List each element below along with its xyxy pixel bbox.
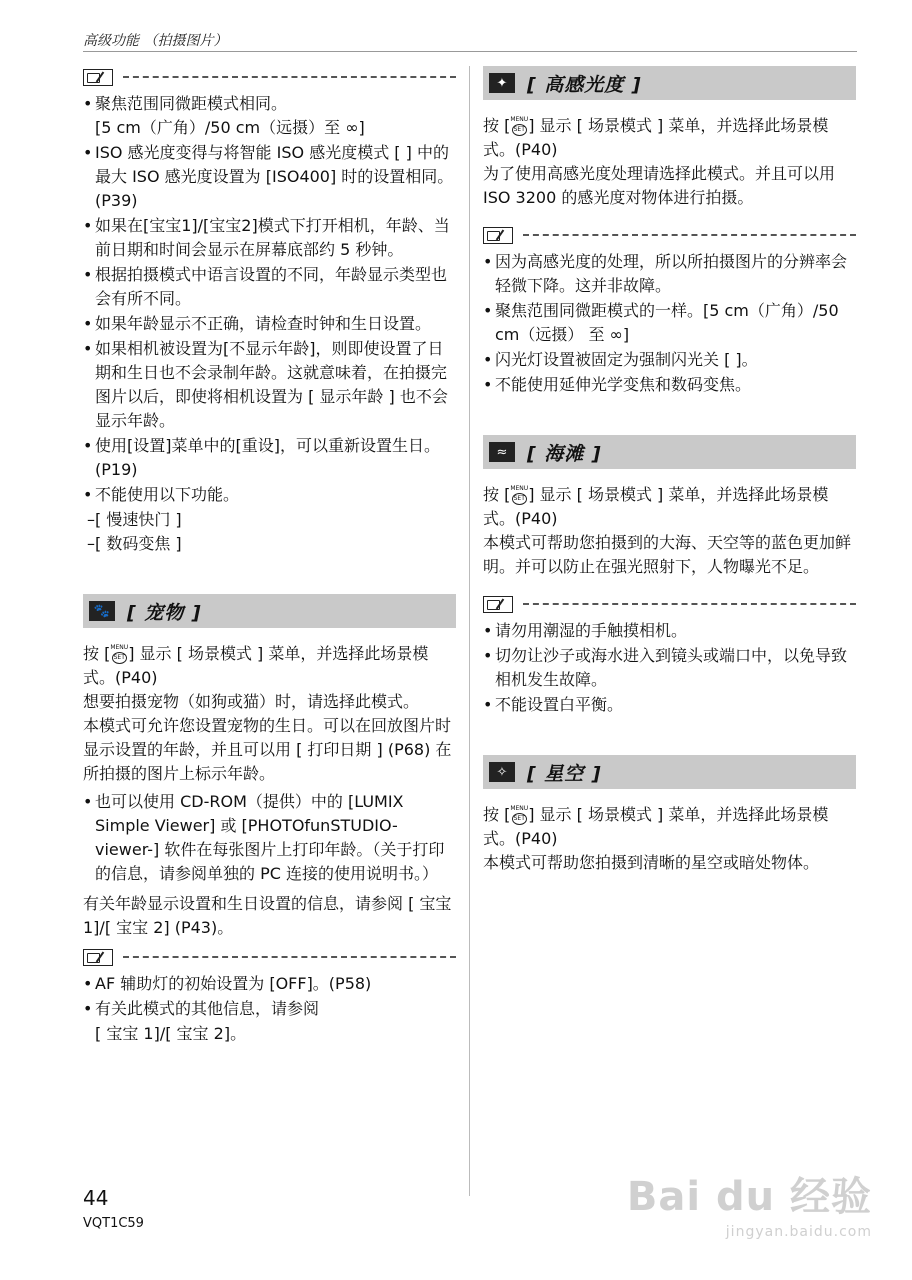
note-header <box>483 593 856 615</box>
list-item: • 因为高感光度的处理，所以所拍摄图片的分辨率会轻微下降。这并非故障。 <box>483 250 856 298</box>
disabled-feature: –[ 数码变焦 ] <box>87 534 182 553</box>
paragraph: 本模式可帮助您拍摄到清晰的星空或暗处物体。 <box>483 853 820 872</box>
paragraph: 有关年龄显示设置和生日设置的信息，请参阅 [ 宝宝 1]/[ 宝宝 2] (P43)。 <box>83 894 452 937</box>
document-code: VQT1C59 <box>83 1216 144 1231</box>
high-sensitivity-section <box>483 114 856 210</box>
disabled-feature: –[ 慢速快门 ] <box>87 510 182 529</box>
paragraph: 想要拍摄宠物（如狗或猫）时，请选择此模式。 <box>83 692 420 711</box>
note-header <box>483 224 856 246</box>
focus-range: [5 cm（广角）/50 cm（远摄）至 ∞] <box>95 118 365 137</box>
section-bar-beach <box>483 435 856 469</box>
list-item: • 根据拍摄模式中语言设置的不同，年龄显示类型也会有所不同。 <box>83 263 456 311</box>
list-item: • 有关此模式的其他信息，请参阅 <box>83 997 456 1021</box>
starry-sky-section <box>483 803 856 875</box>
watermark-url: jingyan.baidu.com <box>725 1224 872 1240</box>
paragraph: 为了使用高感光度处理请选择此模式。并且可以用 ISO 3200 的感光度对物体进行拍摄。 <box>483 164 836 207</box>
list-item: • 如果年龄显示不正确，请检查时钟和生日设置。 <box>83 312 456 336</box>
list-item: • AF 辅助灯的初始设置为 [OFF]。(P58) <box>83 972 456 996</box>
section-bar-high-sensitivity <box>483 66 856 100</box>
press-instruction: 按 [MENU SET ] 显示 [ 场景模式 ] 菜单，并选择此场景模式。(P40) <box>483 116 829 159</box>
list-item: • 聚焦范围同微距模式相同。 [5 cm（广角）/50 cm（远摄）至 ∞] <box>83 92 456 140</box>
pet-icon: 🐾 <box>89 601 115 621</box>
press-instruction: 按 [MENU SET ] 显示 [ 场景模式 ] 菜单，并选择此场景模式。(P40) <box>483 805 829 848</box>
note-pencil-icon <box>483 596 513 613</box>
right-column <box>483 66 856 875</box>
menu-set-button-icon: MENU SET <box>510 117 528 136</box>
section-title: [ 宠物 ] <box>127 601 202 624</box>
note-header <box>83 66 456 88</box>
paragraph: 本模式可允许您设置宠物的生日。可以在回放图片时显示设置的年龄，并且可以用 [ 打印日期 ] (P68) 在所拍摄的图片上标示年龄。 <box>83 716 452 783</box>
note-list <box>483 250 856 397</box>
paragraph: 本模式可帮助您拍摄到的大海、天空等的蓝色更加鲜明。并可以防止在强光照射下，人物曝光不足。 <box>483 533 852 576</box>
press-instruction: 按 [MENU SET ] 显示 [ 场景模式 ] 菜单，并选择此场景模式。(P40) <box>483 485 829 528</box>
note-header <box>83 946 456 968</box>
note-divider <box>523 603 856 605</box>
note-sub: [ 宝宝 1]/[ 宝宝 2]。 <box>95 1024 247 1043</box>
note-list <box>83 92 456 507</box>
note-pencil-icon <box>483 227 513 244</box>
high-sensitivity-icon: ✦ <box>489 73 515 93</box>
page-header: 高级功能 （拍摄图片） <box>83 33 228 49</box>
bullet-list <box>83 790 456 886</box>
beach-icon: ≈ <box>489 442 515 462</box>
list-item: • ISO 感光度变得与将智能 ISO 感光度模式 [ ] 中的最大 ISO 感光度设置为 [ISO400] 时的设置相同。(P39) <box>83 141 456 213</box>
page-number: 44 <box>83 1186 109 1210</box>
list-item: • 请勿用潮湿的手触摸相机。 <box>483 619 856 643</box>
menu-set-button-icon: MENU SET <box>510 806 528 825</box>
note-pencil-icon <box>83 949 113 966</box>
list-item: • 不能设置白平衡。 <box>483 693 856 717</box>
note-divider <box>123 76 456 78</box>
list-item: • 不能使用以下功能。 <box>83 483 456 507</box>
list-item: • 如果在[宝宝1]/[宝宝2]模式下打开相机，年龄、当前日期和时间会显示在屏幕底部约 5 秒钟。 <box>83 214 456 262</box>
column-divider <box>469 66 470 1196</box>
list-item: • 切勿让沙子或海水进入到镜头或端口中，以免导致相机发生故障。 <box>483 644 856 692</box>
pet-section <box>83 642 456 940</box>
section-title: [ 星空 ] <box>527 762 602 785</box>
starry-sky-icon: ✧ <box>489 762 515 782</box>
left-column <box>83 66 456 1046</box>
note-list <box>83 972 456 1021</box>
menu-set-button-icon: MENU SET <box>110 645 128 664</box>
note-divider <box>123 956 456 958</box>
list-item: • 不能使用延伸光学变焦和数码变焦。 <box>483 373 856 397</box>
note-pencil-icon <box>83 69 113 86</box>
watermark-logo: Bai du 经验 <box>626 1174 872 1220</box>
section-bar-pet <box>83 594 456 628</box>
list-item: • 闪光灯设置被固定为强制闪光关 [ ]。 <box>483 348 856 372</box>
menu-set-button-icon: MENU SET <box>510 486 528 505</box>
note-list <box>483 619 856 717</box>
list-item: • 使用[设置]菜单中的[重设]，可以重新设置生日。(P19) <box>83 434 456 482</box>
section-title: [ 海滩 ] <box>527 442 602 465</box>
beach-section <box>483 483 856 579</box>
press-instruction: 按 [MENU SET ] 显示 [ 场景模式 ] 菜单，并选择此场景模式。(P40) <box>83 644 429 687</box>
baidu-watermark <box>627 1165 872 1240</box>
note-divider <box>523 234 856 236</box>
section-bar-starry-sky <box>483 755 856 789</box>
header-rule <box>83 51 857 52</box>
section-title: [ 高感光度 ] <box>527 73 642 96</box>
list-item: • 如果相机被设置为[不显示年龄]，则即使设置了日期和生日也不会录制年龄。这就意味着，在拍摄完图片以后，即使将相机设置为 [ 显示年龄 ] 也不会显示年龄。 <box>83 337 456 433</box>
list-item: • 也可以使用 CD-ROM（提供）中的 [LUMIX Simple Viewer] 或 [PHOTOfunSTUDIO-viewer-] 软件在每张图片上打印年龄。（关于打印的信息，请参阅单独的 PC 连接的使用说明书。） <box>83 790 456 886</box>
list-item: • 聚焦范围同微距模式的一样。[5 cm（广角）/50 cm（远摄） 至 ∞] <box>483 299 856 347</box>
